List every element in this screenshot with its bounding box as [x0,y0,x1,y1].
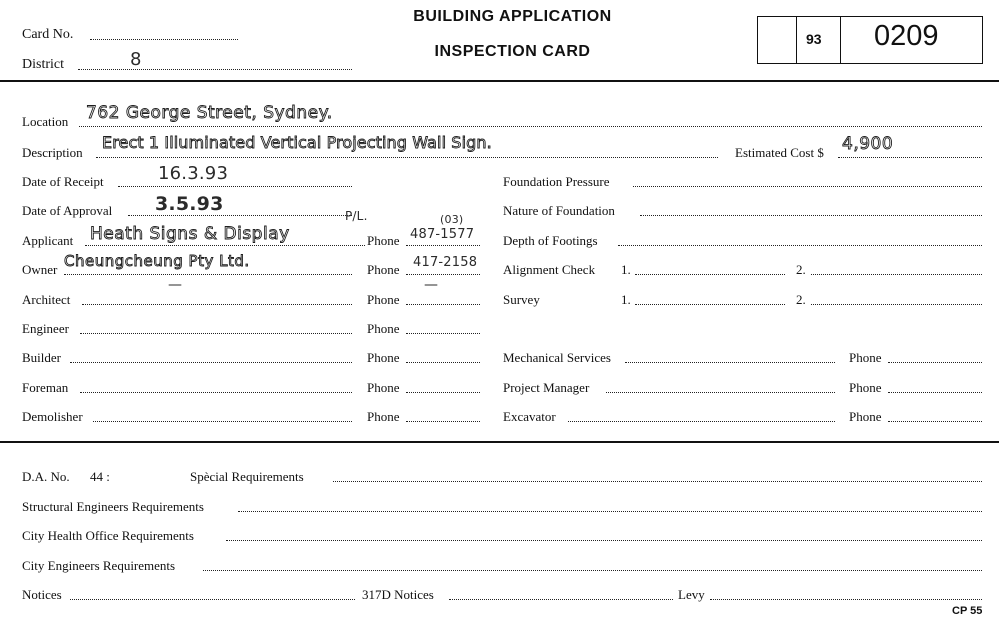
owner-value: Cheungcheung Pty Ltd. [64,252,250,270]
survey-1: 1. [621,292,631,307]
excavator-dots[interactable] [568,421,835,422]
da-no-value: 44 : [90,469,110,484]
builder-dots[interactable] [70,362,352,363]
project-manager-phone-label: Phone [849,380,882,395]
year-value: 93 [806,31,822,47]
owner-label: Owner [22,262,58,277]
health-requirements-dots[interactable] [226,540,982,541]
applicant-note: P/L. [345,209,368,223]
levy-label: Levy [678,587,705,602]
notices-label: Notices [22,587,62,602]
nature-foundation-label: Nature of Foundation [503,203,615,218]
architect-label: Architect [22,292,71,307]
alignment-check-2: 2. [796,262,806,277]
special-requirements-label: Spècial Requirements [190,469,304,484]
alignment-check-1-dots[interactable] [635,274,785,275]
notices-dots[interactable] [70,599,355,600]
depth-footings-label: Depth of Footings [503,233,598,248]
owner-dots[interactable] [64,274,352,275]
survey-label: Survey [503,292,540,307]
form-code: CP 55 [952,605,983,617]
engineer-phone-label: Phone [367,321,400,336]
architect-phone-dots[interactable] [406,304,480,305]
estimated-cost-value: 4,900 [842,134,894,154]
special-requirements-dots[interactable] [333,481,982,482]
card-number-box [757,16,983,64]
da-no-label: D.A. No. [22,469,70,484]
date-receipt-label: Date of Receipt [22,174,104,189]
date-approval-value: 3.5.93 [155,193,224,215]
mechanical-phone-dots[interactable] [888,362,982,363]
notices-317d-label: 317D Notices [362,587,434,602]
card-no-dots[interactable] [90,39,238,40]
applicant-dots[interactable] [85,245,365,246]
project-manager-phone-dots[interactable] [888,392,982,393]
architect-phone-label: Phone [367,292,400,307]
mechanical-label: Mechanical Services [503,350,611,365]
district-value: 8 [130,49,142,70]
health-requirements-label: City Health Office Requirements [22,528,194,543]
engineer-label: Engineer [22,321,69,336]
district-dots[interactable] [78,69,352,70]
description-label: Description [22,145,83,160]
engineers-requirements-label: City Engineers Requirements [22,558,176,573]
architect-value: — [168,277,183,293]
owner-phone-dots[interactable] [406,274,480,275]
card-no-label: Card No. [22,27,74,42]
excavator-label: Excavator [503,409,556,424]
survey-2-dots[interactable] [811,304,982,305]
foundation-pressure-label: Foundation Pressure [503,174,610,189]
applicant-phone-area: (03) [440,213,464,226]
applicant-phone-dots[interactable] [406,245,480,246]
survey-2: 2. [796,292,806,307]
title-line1: BUILDING APPLICATION [413,8,612,25]
builder-phone-label: Phone [367,350,400,365]
mechanical-phone-label: Phone [849,350,882,365]
demolisher-dots[interactable] [93,421,352,422]
location-value: 762 George Street, Sydney. [86,103,333,123]
demolisher-phone-label: Phone [367,409,400,424]
engineers-requirements-dots[interactable] [203,570,982,571]
alignment-check-1: 1. [621,262,631,277]
applicant-value: Heath Signs & Display [90,224,290,244]
date-approval-dots[interactable] [128,215,352,216]
alignment-check-label: Alignment Check [503,262,596,277]
applicant-phone-value: 487-1577 [410,227,475,242]
nature-foundation-dots[interactable] [640,215,982,216]
applicant-phone-label: Phone [367,233,400,248]
estimated-cost-dots[interactable] [838,157,982,158]
applicant-label: Applicant [22,233,74,248]
description-dots[interactable] [96,157,718,158]
foreman-dots[interactable] [80,392,352,393]
card-number-value: 0209 [874,20,939,52]
structural-requirements-dots[interactable] [238,511,982,512]
demolisher-phone-dots[interactable] [406,421,480,422]
foreman-label: Foreman [22,380,69,395]
project-manager-label: Project Manager [503,380,590,395]
alignment-check-2-dots[interactable] [811,274,982,275]
foreman-phone-label: Phone [367,380,400,395]
location-dots[interactable] [79,126,982,127]
architect-phone-value: — [424,277,439,293]
levy-dots[interactable] [710,599,982,600]
date-receipt-dots[interactable] [118,186,352,187]
project-manager-dots[interactable] [606,392,835,393]
foreman-phone-dots[interactable] [406,392,480,393]
date-receipt-value: 16.3.93 [158,163,229,184]
foundation-pressure-dots[interactable] [633,186,982,187]
estimated-cost-label: Estimated Cost $ [735,145,824,160]
district-label: District [22,57,64,72]
depth-footings-dots[interactable] [618,245,982,246]
engineer-dots[interactable] [80,333,352,334]
title-line2: INSPECTION CARD [434,43,591,60]
architect-dots[interactable] [82,304,352,305]
structural-requirements-label: Structural Engineers Requirements [22,499,204,514]
description-value: Erect 1 Illuminated Vertical Projecting Wall Sign. [102,133,492,152]
demolisher-label: Demolisher [22,409,83,424]
builder-label: Builder [22,350,61,365]
header-divider [0,80,999,82]
survey-1-dots[interactable] [635,304,785,305]
owner-phone-value: 417-2158 [413,255,478,270]
notices-317d-dots[interactable] [449,599,673,600]
mechanical-dots[interactable] [625,362,835,363]
owner-phone-label: Phone [367,262,400,277]
excavator-phone-label: Phone [849,409,882,424]
date-approval-label: Date of Approval [22,203,113,218]
builder-phone-dots[interactable] [406,362,480,363]
excavator-phone-dots[interactable] [888,421,982,422]
location-label: Location [22,114,69,129]
engineer-phone-dots[interactable] [406,333,480,334]
section-divider [0,441,999,443]
